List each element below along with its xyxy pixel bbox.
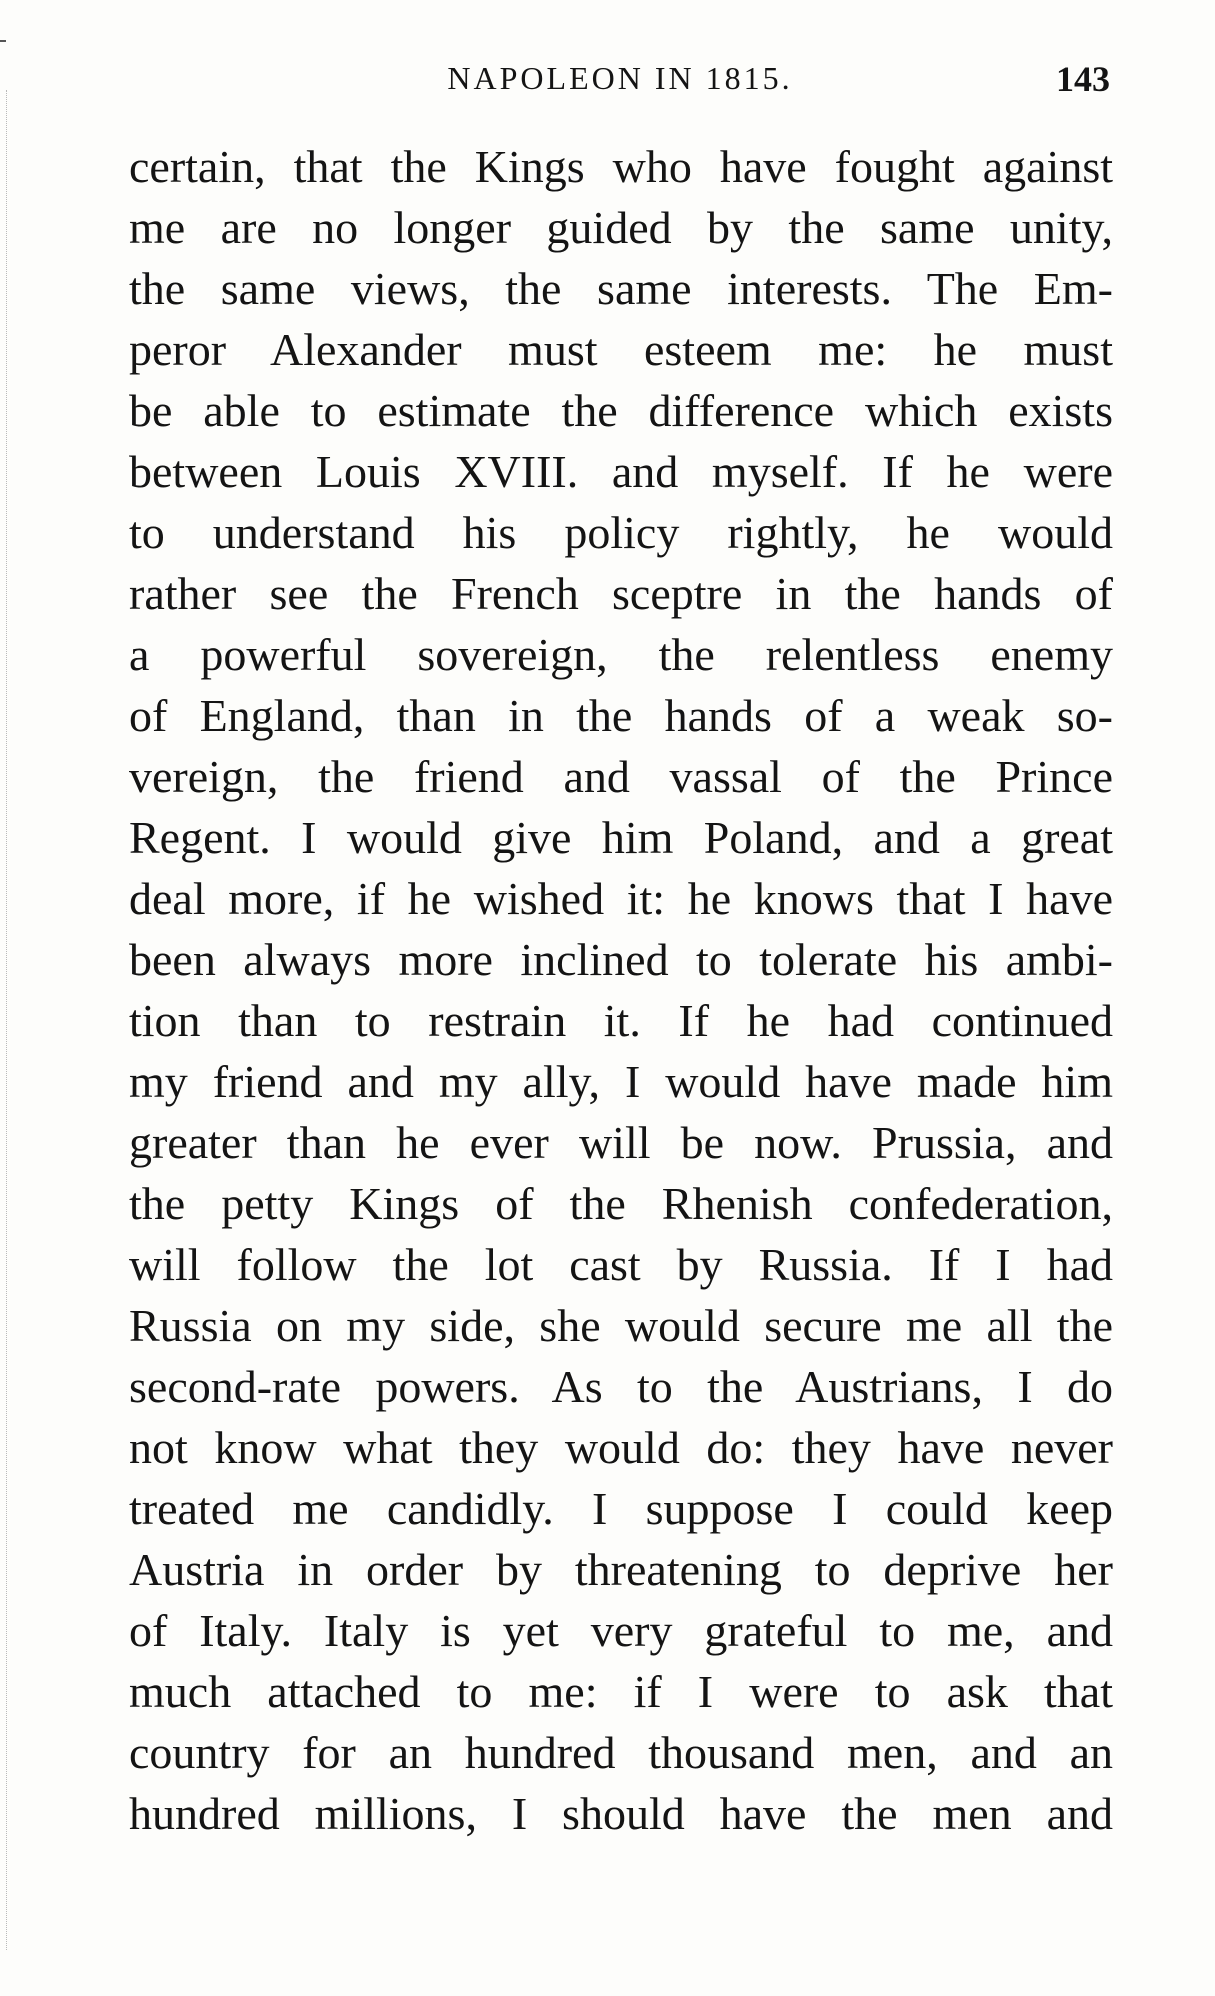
text-line: greater than he ever will be now. Prussia, and <box>129 1117 1113 1168</box>
page-number: 143 <box>1056 59 1110 99</box>
text-line: my friend and my ally, I would have made him <box>129 1056 1113 1107</box>
text-line: treated me candidly. I suppose I could keep <box>129 1483 1113 1534</box>
text-line: will follow the lot cast by Russia. If I had <box>129 1239 1113 1290</box>
text-line: the petty Kings of the Rhenish confederation, <box>129 1178 1113 1229</box>
text-line: Russia on my side, she would secure me all the <box>129 1300 1113 1351</box>
body-text <box>129 136 1113 1844</box>
text-line: to understand his policy rightly, he would <box>129 507 1113 558</box>
text-line: Regent. I would give him Poland, and a great <box>129 812 1113 863</box>
text-line: be able to estimate the difference which exists <box>129 385 1113 436</box>
text-line: second-rate powers. As to the Austrians, I do <box>129 1361 1113 1412</box>
text-line: been always more inclined to tolerate his ambi- <box>129 934 1113 985</box>
text-line: hundred millions, I should have the men and <box>129 1788 1113 1839</box>
text-line: deal more, if he wished it: he knows that I have <box>129 873 1113 924</box>
running-head: NAPOLEON IN 1815. <box>447 60 793 96</box>
page-header <box>130 60 1110 110</box>
scan-edge-marks <box>6 90 9 1950</box>
text-line: peror Alexander must esteem me: he must <box>129 324 1113 375</box>
text-line: of England, than in the hands of a weak so- <box>129 690 1113 741</box>
text-line: between Louis XVIII. and myself. If he were <box>129 446 1113 497</box>
text-line: Austria in order by threatening to deprive her <box>129 1544 1113 1595</box>
text-line: the same views, the same interests. The Em- <box>129 263 1113 314</box>
text-line: me are no longer guided by the same unity, <box>129 202 1113 253</box>
text-line: a powerful sovereign, the relentless enemy <box>129 629 1113 680</box>
text-line: rather see the French sceptre in the hands of <box>129 568 1113 619</box>
text-line: certain, that the Kings who have fought against <box>129 141 1113 192</box>
text-line: much attached to me: if I were to ask that <box>129 1666 1113 1717</box>
text-line: of Italy. Italy is yet very grateful to me, and <box>129 1605 1113 1656</box>
text-line: not know what they would do: they have never <box>129 1422 1113 1473</box>
text-line: country for an hundred thousand men, and an <box>129 1727 1113 1778</box>
scan-corner-mark <box>0 40 6 42</box>
text-line: vereign, the friend and vassal of the Prince <box>129 751 1113 802</box>
text-line: tion than to restrain it. If he had continued <box>129 995 1113 1046</box>
